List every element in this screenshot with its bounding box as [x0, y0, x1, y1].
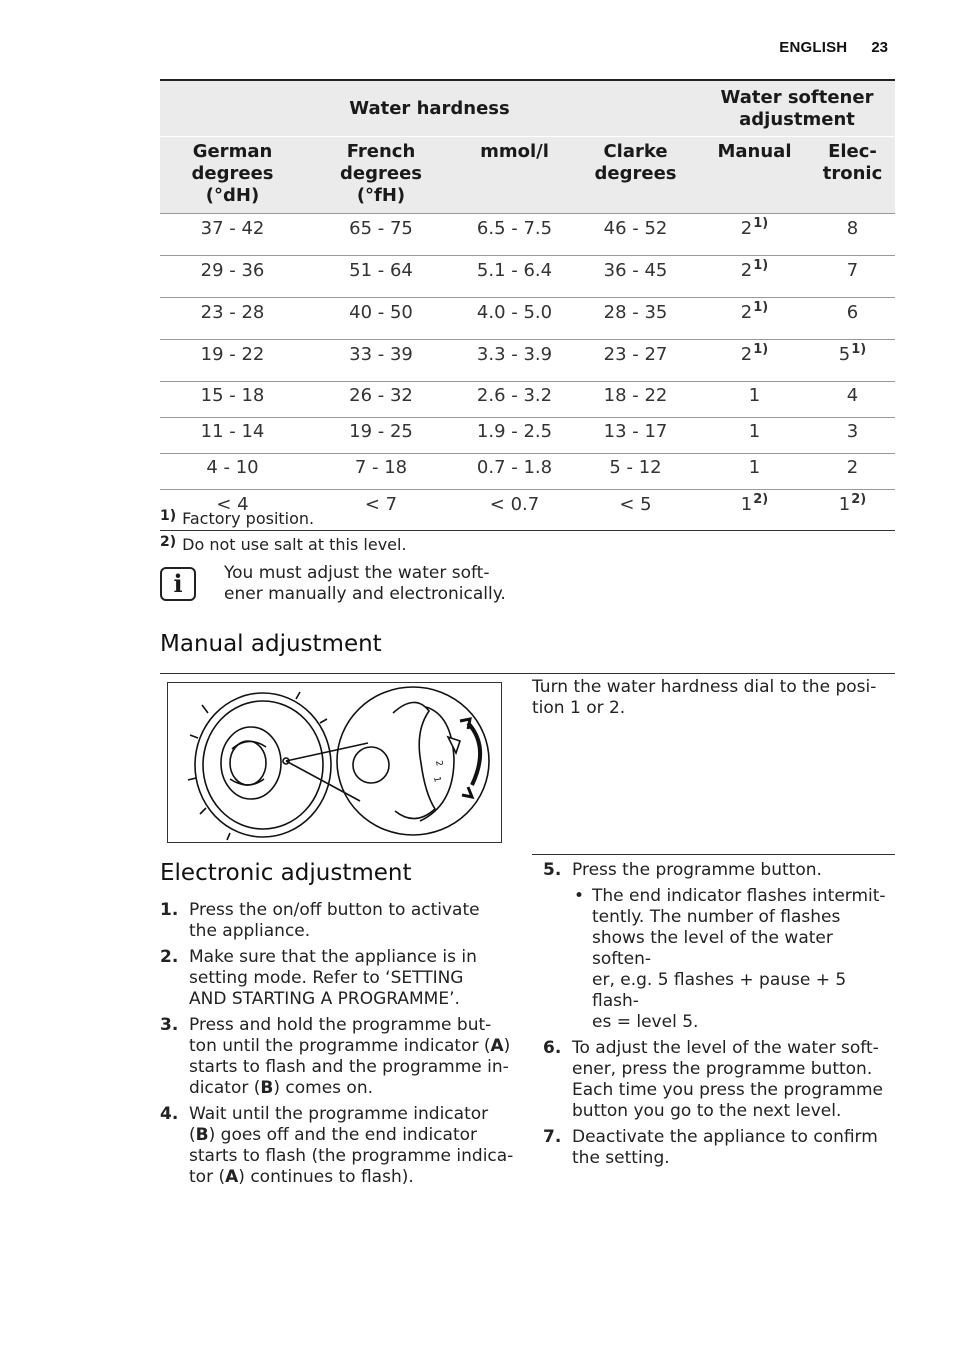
step-text-line: Wait until the programme indicator — [189, 1104, 489, 1124]
col-header-clarke — [572, 137, 699, 214]
table-cell-electronic: 3 — [810, 418, 895, 454]
table-cell-german: < 4 — [160, 490, 305, 531]
table-cell-clarke: 36 - 45 — [572, 256, 699, 298]
column-header-line: Elec- — [828, 141, 877, 162]
footnote-marker: 2) — [851, 492, 867, 507]
table-cell-german: 23 - 28 — [160, 298, 305, 340]
table-cell-german: 4 - 10 — [160, 454, 305, 490]
col-header-electronic — [810, 137, 895, 214]
column-header-line: Clarke — [603, 141, 668, 162]
table-row — [160, 256, 895, 298]
table-row — [160, 214, 895, 256]
step-item — [160, 1015, 515, 1099]
step-text-line: the setting. — [572, 1148, 670, 1168]
group-header-water-hardness: Water hardness — [160, 80, 699, 137]
step-item — [160, 900, 515, 942]
step-text-line: (B) goes off and the end indicator — [189, 1125, 478, 1145]
step-number: 7. — [543, 1127, 562, 1147]
table-row — [160, 340, 895, 382]
column-header-line: degrees — [594, 163, 677, 184]
table-cell-mmol: 5.1 - 6.4 — [457, 256, 572, 298]
manual-adjustment-heading: Manual adjustment — [160, 631, 382, 657]
step-number: 2. — [160, 947, 179, 967]
manual-adjustment-text: Turn the water hardness dial to the posi- tion 1 or 2. — [532, 677, 877, 718]
divider — [160, 673, 895, 674]
table-cell-manual: 1 — [699, 382, 810, 418]
step-text-line: ton until the programme indicator (A) — [189, 1036, 511, 1056]
footnote-marker: 1) — [753, 216, 769, 231]
table-row — [160, 418, 895, 454]
table-cell-electronic: 5$^{1)}$ — [810, 340, 895, 382]
page-header — [779, 38, 888, 56]
table-footnotes — [160, 508, 407, 560]
table-cell-french: 33 - 39 — [305, 340, 457, 382]
table-cell-electronic: 7 — [810, 256, 895, 298]
step-text-line: AND STARTING A PROGRAMME’. — [189, 989, 460, 1009]
col-header-french — [305, 137, 457, 214]
table-cell-clarke: 46 - 52 — [572, 214, 699, 256]
footnote: 1) Factory position. — [160, 508, 315, 528]
footnote-marker: 1) — [753, 300, 769, 315]
step-text-line: Deactivate the appliance to confirm — [572, 1127, 878, 1147]
step-text-line: tor (A) continues to flash). — [189, 1167, 414, 1187]
step-text-line: setting mode. Refer to ‘SETTING — [189, 968, 464, 988]
table-cell-manual: 2$^{1)}$ — [699, 214, 810, 256]
step-text-line: the appliance. — [189, 921, 311, 941]
table-cell-clarke: 28 - 35 — [572, 298, 699, 340]
step-number: 6. — [543, 1038, 562, 1058]
table-cell-german: 15 - 18 — [160, 382, 305, 418]
electronic-steps-left — [160, 900, 515, 1193]
footnote: 2) Do not use salt at this level. — [160, 534, 407, 554]
dial-label-1: 1 — [431, 775, 442, 784]
table-cell-german: 29 - 36 — [160, 256, 305, 298]
table-cell-french: 26 - 32 — [305, 382, 457, 418]
table-cell-clarke: 5 - 12 — [572, 454, 699, 490]
table-cell-clarke: < 5 — [572, 490, 699, 531]
dial-label-2: 2 — [433, 759, 444, 768]
divider — [532, 854, 895, 855]
step-item — [543, 1127, 895, 1169]
table-cell-manual: 2$^{1)}$ — [699, 298, 810, 340]
step-number: 4. — [160, 1104, 179, 1124]
table-cell-clarke: 13 - 17 — [572, 418, 699, 454]
step-text-line: To adjust the level of the water soft- — [572, 1038, 879, 1058]
table-cell-clarke: 18 - 22 — [572, 382, 699, 418]
table-cell-french: 51 - 64 — [305, 256, 457, 298]
step-text-line: dicator (B) comes on. — [189, 1078, 374, 1098]
table-cell-manual: 1$^{2)}$ — [699, 490, 810, 531]
table-cell-french: 7 - 18 — [305, 454, 457, 490]
column-header-line: Manual — [717, 141, 792, 162]
table-cell-french: < 7 — [305, 490, 457, 531]
table-cell-mmol: 4.0 - 5.0 — [457, 298, 572, 340]
step-number: 3. — [160, 1015, 179, 1035]
step-text-line: button you go to the next level. — [572, 1101, 842, 1121]
table-row — [160, 454, 895, 490]
column-header-line: (°dH) — [205, 185, 260, 206]
step-item — [160, 947, 515, 1010]
column-header-line: tronic — [822, 163, 883, 184]
col-header-manual — [699, 137, 810, 214]
column-header-line: German — [192, 141, 273, 162]
footnote-marker: 1) — [753, 342, 769, 357]
page-number: 23 — [871, 39, 888, 56]
table-cell-electronic: 2 — [810, 454, 895, 490]
table-cell-french: 19 - 25 — [305, 418, 457, 454]
step-text-line: Press the programme button. — [572, 860, 822, 880]
water-hardness-table — [160, 79, 895, 531]
table-cell-french: 65 - 75 — [305, 214, 457, 256]
table-cell-manual: 2$^{1)}$ — [699, 340, 810, 382]
table-cell-mmol: 2.6 - 3.2 — [457, 382, 572, 418]
step-item — [160, 1104, 515, 1188]
step-text-line: starts to flash and the programme in- — [189, 1057, 509, 1077]
dial-drawing — [168, 683, 501, 842]
step-item — [543, 860, 895, 1033]
table-cell-electronic: 8 — [810, 214, 895, 256]
table-cell-mmol: 1.9 - 2.5 — [457, 418, 572, 454]
step-number: 1. — [160, 900, 179, 920]
step-number: 5. — [543, 860, 562, 880]
column-header-line: French — [346, 141, 416, 162]
table-cell-german: 19 - 22 — [160, 340, 305, 382]
column-header-line: mmol/l — [480, 141, 549, 162]
table-cell-mmol: 3.3 - 3.9 — [457, 340, 572, 382]
table-cell-electronic: 1$^{2)}$ — [810, 490, 895, 531]
table-cell-french: 40 - 50 — [305, 298, 457, 340]
column-header-line: degrees — [191, 163, 274, 184]
table-cell-electronic: 4 — [810, 382, 895, 418]
info-icon: i — [160, 567, 196, 601]
language-label: ENGLISH — [779, 39, 848, 56]
electronic-adjustment-heading: Electronic adjustment — [160, 860, 412, 886]
col-header-mmol — [457, 137, 572, 214]
table-cell-electronic: 6 — [810, 298, 895, 340]
table-row — [160, 382, 895, 418]
step-bullet: • The end indicator flashes intermit- tently. The number of flashes shows the level of the water soften- er, e.g. 5 flashes + pause + 5 flash- es = level 5. — [574, 886, 886, 1032]
table-cell-manual: 2$^{1)}$ — [699, 256, 810, 298]
footnote-marker: 2) — [753, 492, 769, 507]
table-cell-mmol: 6.5 - 7.5 — [457, 214, 572, 256]
table-cell-mmol: < 0.7 — [457, 490, 572, 531]
electronic-steps-right — [543, 860, 895, 1174]
column-header-row — [160, 137, 895, 214]
step-text-line: starts to flash (the programme indica- — [189, 1146, 514, 1166]
step-text-line: Each time you press the programme — [572, 1080, 884, 1100]
table-cell-mmol: 0.7 - 1.8 — [457, 454, 572, 490]
table-cell-manual: 1 — [699, 418, 810, 454]
water-hardness-dial-illustration — [167, 682, 502, 843]
step-text-line: Press the on/off button to activate — [189, 900, 480, 920]
group-header-softener-adjustment: Water softener adjustment — [699, 80, 895, 137]
table-cell-german: 11 - 14 — [160, 418, 305, 454]
softener-cap-outline — [195, 693, 331, 837]
table-cell-clarke: 23 - 27 — [572, 340, 699, 382]
step-item — [543, 1038, 895, 1122]
col-header-german — [160, 137, 305, 214]
step-text-line: ener, press the programme button. — [572, 1059, 873, 1079]
footnote-marker: 1) — [851, 342, 867, 357]
table-cell-manual: 1 — [699, 454, 810, 490]
column-header-line: (°fH) — [356, 185, 406, 206]
column-header-line: degrees — [340, 163, 422, 184]
step-text-line: Make sure that the appliance is in — [189, 947, 477, 967]
info-note-text: You must adjust the water soft- ener manually and electronically. — [224, 563, 506, 604]
table-cell-german: 37 - 42 — [160, 214, 305, 256]
table-row — [160, 298, 895, 340]
step-text-line: Press and hold the programme but- — [189, 1015, 492, 1035]
footnote-marker: 1) — [753, 258, 769, 273]
